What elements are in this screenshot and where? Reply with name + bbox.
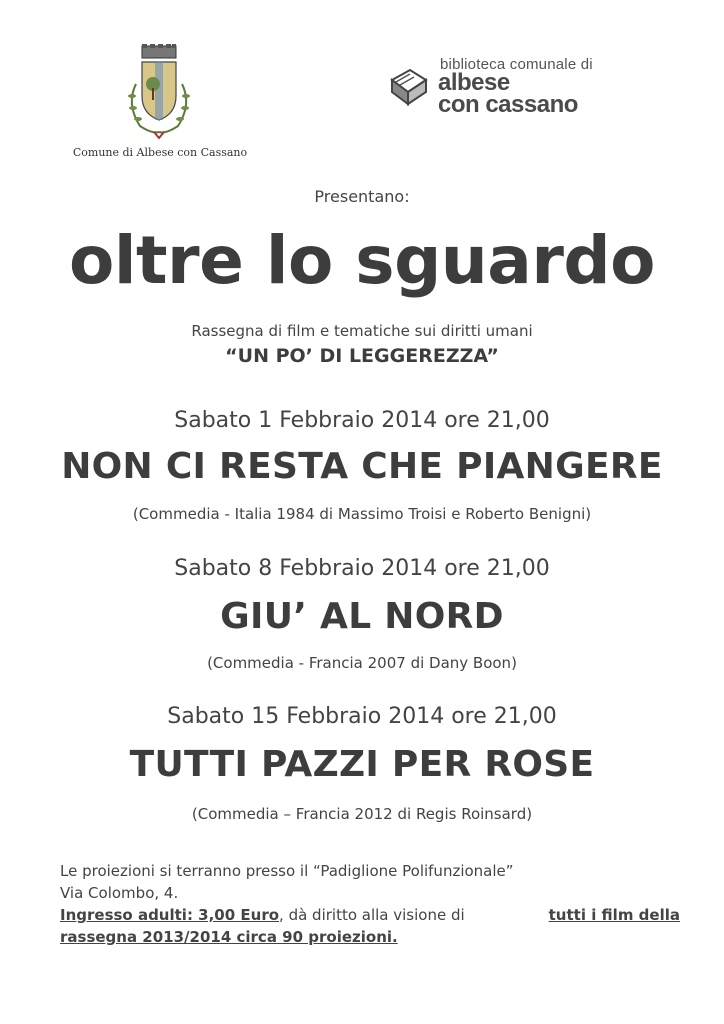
film-title: GIU’ AL NORD bbox=[220, 596, 504, 637]
film-info: (Commedia - Francia 2007 di Dany Boon) bbox=[207, 654, 517, 672]
theme-title: “UN PO’ DI LEGGEREZZA” bbox=[225, 345, 499, 367]
library-subtitle: biblioteca comunale di bbox=[440, 56, 593, 73]
page-title: oltre lo sguardo bbox=[69, 222, 655, 299]
comune-label: Comune di Albese con Cassano bbox=[72, 146, 248, 159]
venue-line: Le proiezioni si terranno presso il “Padiglione Polifunzionale” bbox=[60, 862, 514, 880]
film-info: (Commedia - Italia 1984 di Massimo Troisi e Roberto Benigni) bbox=[132, 505, 592, 523]
film-info: (Commedia – Francia 2012 di Regis Roinsard) bbox=[191, 805, 533, 823]
footer-info bbox=[60, 860, 680, 948]
film-title: TUTTI PAZZI PER ROSE bbox=[129, 744, 595, 785]
coat-of-arms-icon bbox=[118, 44, 200, 142]
film-title: NON CI RESTA CHE PIANGERE bbox=[61, 446, 663, 487]
ticket-mid: , dà diritto alla visione di bbox=[279, 906, 465, 924]
film-date: Sabato 1 Febbraio 2014 ore 21,00 bbox=[174, 408, 550, 433]
presentano-label: Presentano: bbox=[314, 187, 410, 206]
library-name-line2: con cassano bbox=[438, 91, 578, 118]
library-name bbox=[438, 69, 578, 118]
ticket-highlight-b: rassegna 2013/2014 circa 90 proiezioni. bbox=[60, 928, 398, 946]
film-date: Sabato 15 Febbraio 2014 ore 21,00 bbox=[167, 704, 557, 729]
film-date: Sabato 8 Febbraio 2014 ore 21,00 bbox=[174, 556, 550, 581]
ticket-highlight-a: tutti i film della bbox=[548, 906, 680, 924]
ticket-price: Ingresso adulti: 3,00 Euro bbox=[60, 906, 280, 924]
ticket-line bbox=[60, 904, 680, 926]
library-name-line1: albese bbox=[438, 69, 510, 96]
library-logo bbox=[386, 52, 636, 122]
subtitle: Rassegna di film e tematiche sui diritti umani bbox=[191, 322, 533, 340]
address-line: Via Colombo, 4. bbox=[60, 884, 179, 902]
book-icon bbox=[386, 64, 430, 108]
